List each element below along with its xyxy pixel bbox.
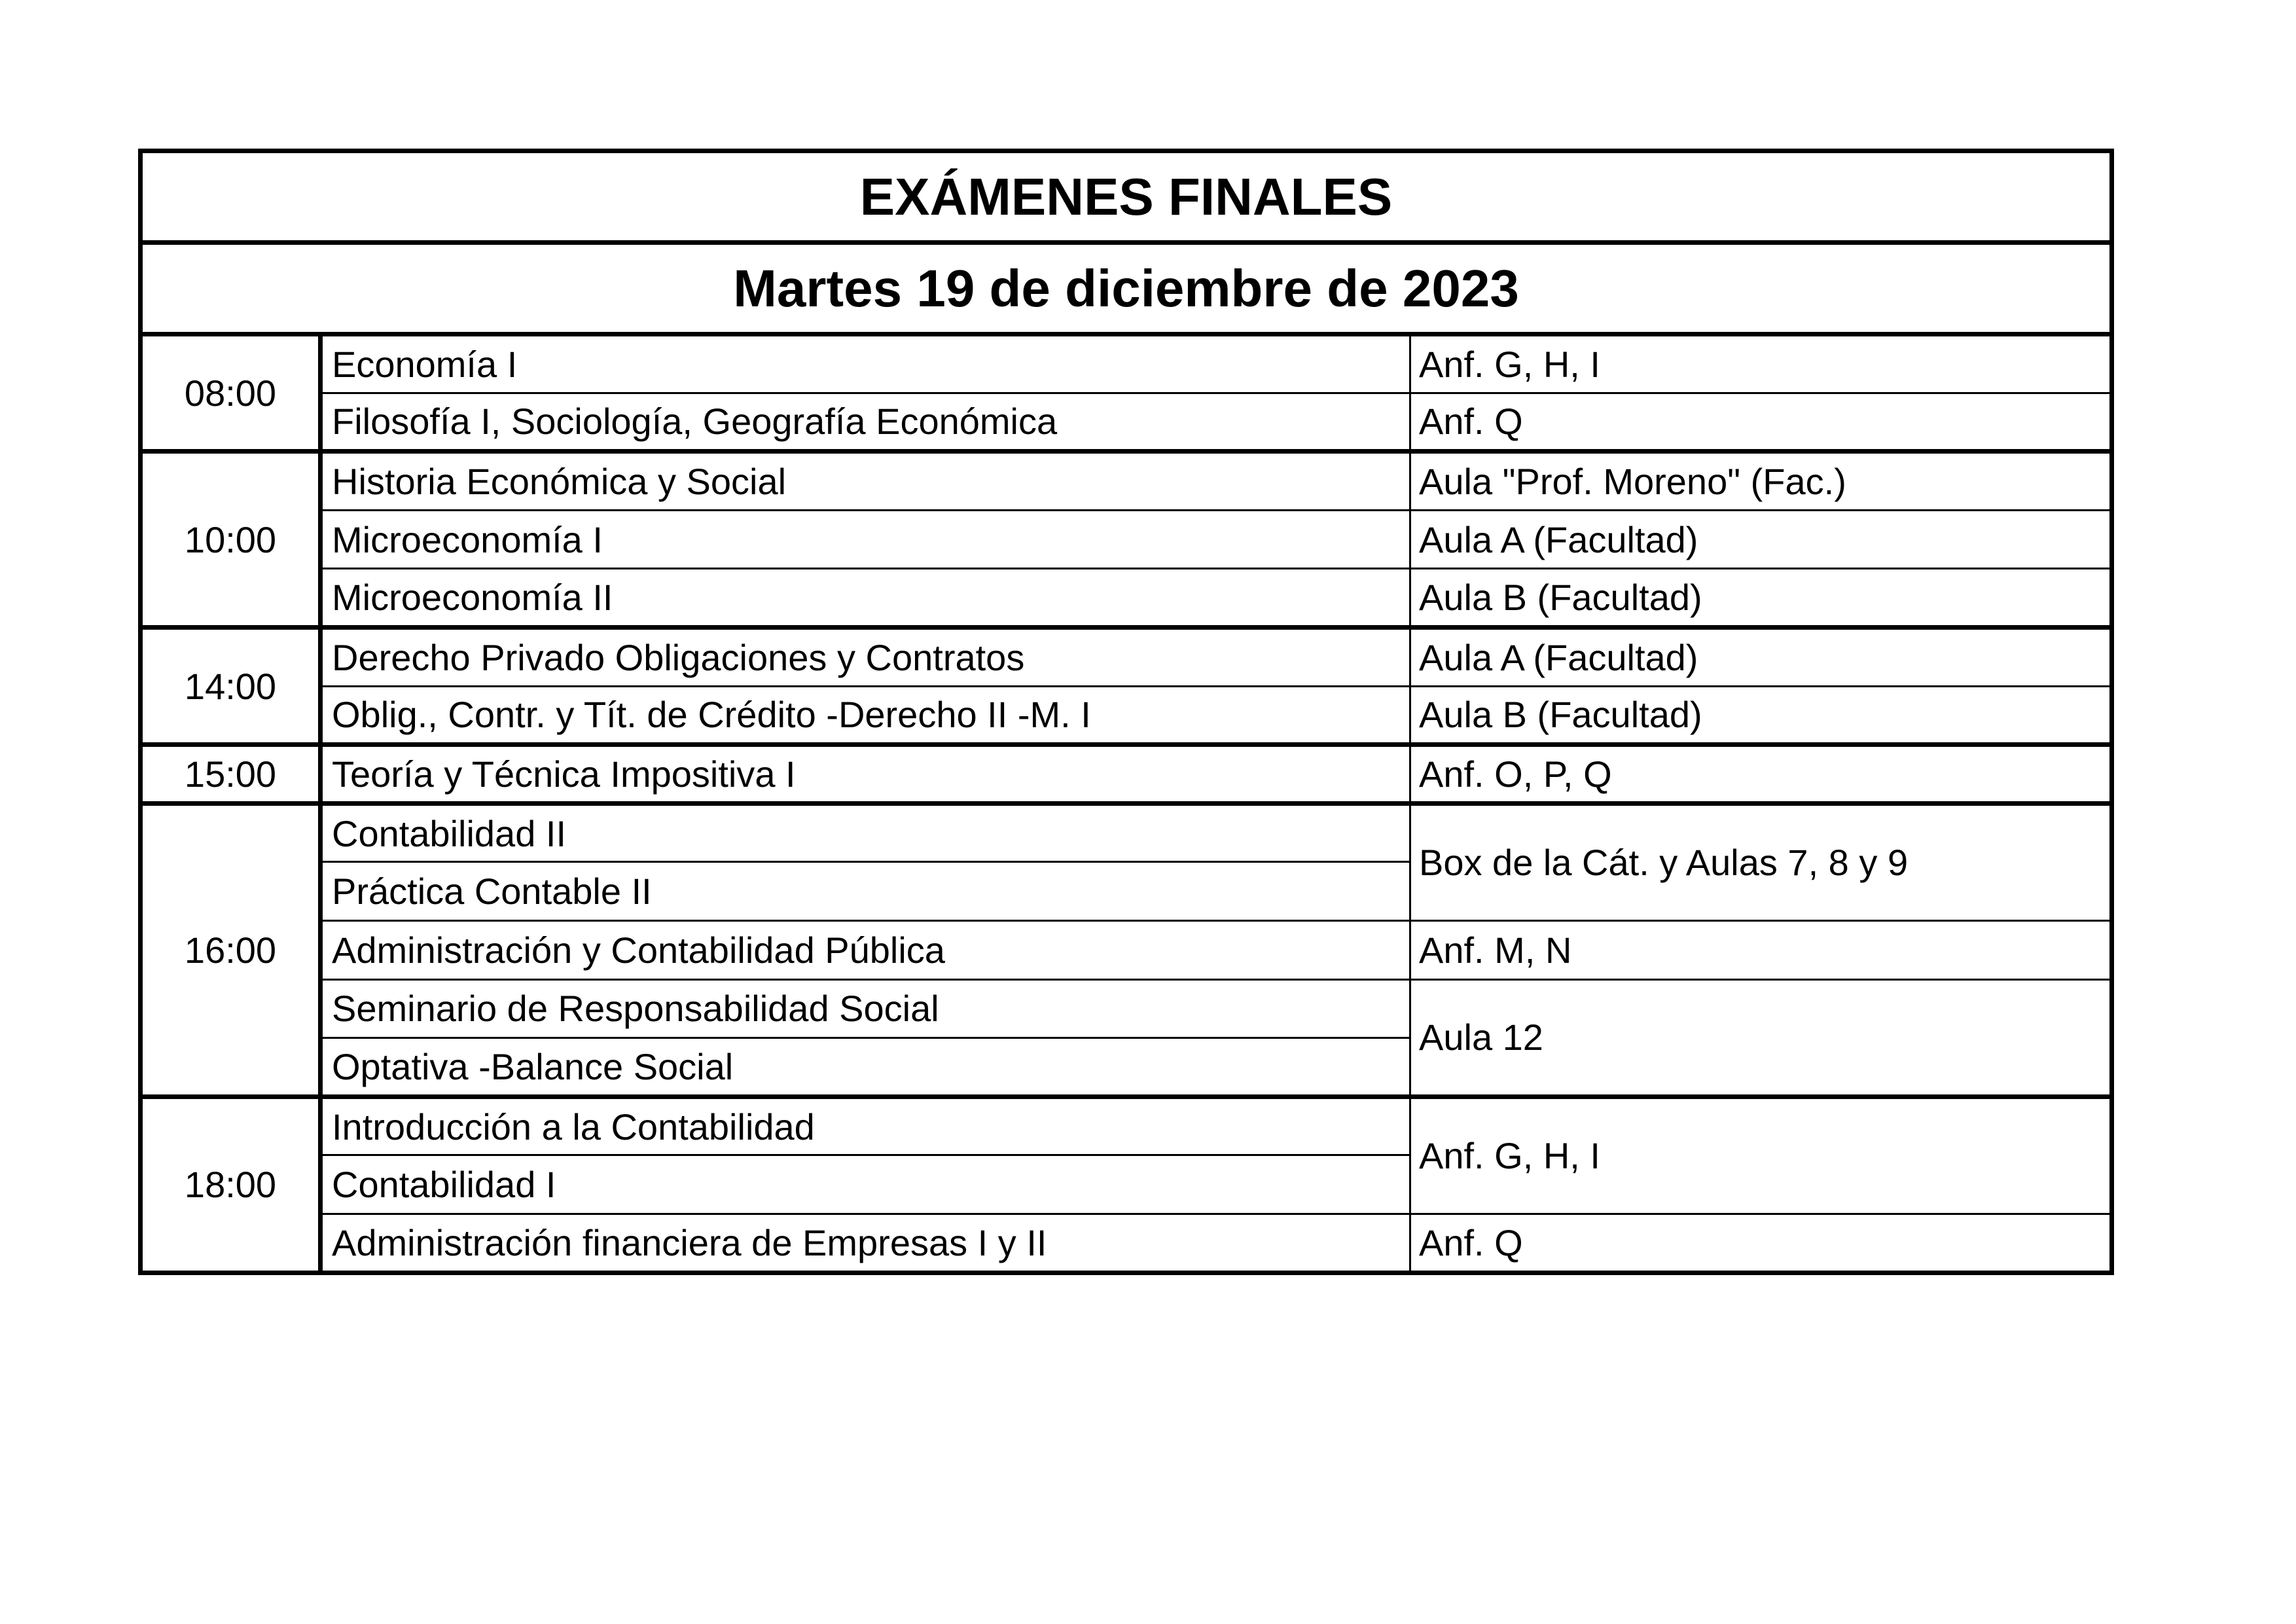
location-cell: Aula B (Facultad) (1410, 569, 2112, 628)
location-cell: Anf. M, N (1410, 920, 2112, 979)
subject-cell: Filosofía I, Sociología, Geografía Económica (321, 393, 1410, 452)
location-cell: Aula B (Facultad) (1410, 686, 2112, 745)
table-row (141, 803, 2112, 862)
table-row (141, 569, 2112, 628)
table-row (141, 745, 2112, 804)
subject-cell: Contabilidad II (321, 803, 1410, 862)
table-row (141, 1096, 2112, 1155)
subject-cell: Introducción a la Contabilidad (321, 1096, 1410, 1155)
subject-cell: Oblig., Contr. y Tít. de Crédito -Derecho II -M. I (321, 686, 1410, 745)
exam-schedule-table (138, 149, 2114, 1275)
title-row (141, 151, 2112, 243)
table-row (141, 920, 2112, 979)
subject-cell: Economía I (321, 334, 1410, 393)
exam-date: Martes 19 de diciembre de 2023 (141, 243, 2112, 334)
time-slot: 08:00 (141, 334, 321, 452)
subject-cell: Microeconomía I (321, 510, 1410, 569)
subject-cell: Administración y Contabilidad Pública (321, 920, 1410, 979)
location-cell: Aula 12 (1410, 979, 2112, 1096)
location-cell: Anf. O, P, Q (1410, 745, 2112, 804)
table-title: EXÁMENES FINALES (141, 151, 2112, 243)
time-slot: 10:00 (141, 452, 321, 628)
table-row (141, 1214, 2112, 1272)
location-cell: Aula A (Facultad) (1410, 510, 2112, 569)
subject-cell: Teoría y Técnica Impositiva I (321, 745, 1410, 804)
location-cell: Aula "Prof. Moreno" (Fac.) (1410, 452, 2112, 511)
location-cell: Box de la Cát. y Aulas 7, 8 y 9 (1410, 803, 2112, 920)
subject-cell: Optativa -Balance Social (321, 1038, 1410, 1097)
location-cell: Anf. Q (1410, 393, 2112, 452)
table-row (141, 510, 2112, 569)
subject-cell: Seminario de Responsabilidad Social (321, 979, 1410, 1038)
subject-cell: Derecho Privado Obligaciones y Contratos (321, 627, 1410, 686)
time-slot: 16:00 (141, 803, 321, 1096)
location-cell: Anf. Q (1410, 1214, 2112, 1272)
table-row (141, 393, 2112, 452)
time-slot: 14:00 (141, 627, 321, 744)
location-cell: Anf. G, H, I (1410, 334, 2112, 393)
table-row (141, 334, 2112, 393)
time-slot: 15:00 (141, 745, 321, 804)
location-cell: Aula A (Facultad) (1410, 627, 2112, 686)
subject-cell: Práctica Contable II (321, 862, 1410, 921)
time-slot: 18:00 (141, 1096, 321, 1272)
table-row (141, 627, 2112, 686)
subject-cell: Microeconomía II (321, 569, 1410, 628)
subject-cell: Historia Económica y Social (321, 452, 1410, 511)
table-row (141, 452, 2112, 511)
table-row (141, 979, 2112, 1038)
subject-cell: Administración financiera de Empresas I y II (321, 1214, 1410, 1272)
date-row (141, 243, 2112, 334)
table-row (141, 686, 2112, 745)
subject-cell: Contabilidad I (321, 1155, 1410, 1214)
location-cell: Anf. G, H, I (1410, 1096, 2112, 1214)
